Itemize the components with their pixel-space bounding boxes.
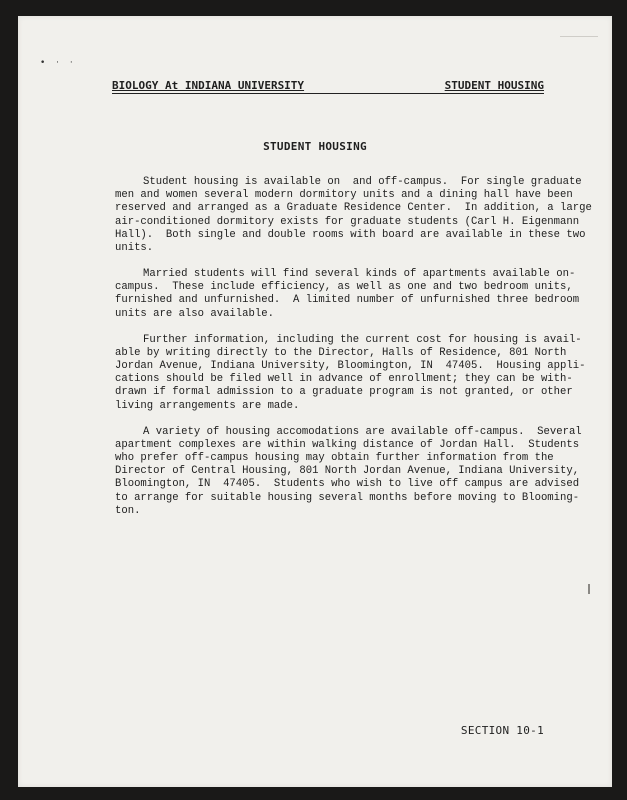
text-line: Director of Central Housing, 801 North Jordan Avenue, Indiana University, <box>115 465 580 478</box>
running-header <box>112 80 544 94</box>
margin-marks: • · · <box>40 58 77 68</box>
text-line: Further information, including the current cost for housing is avail- <box>143 333 582 346</box>
text-line: furnished and unfurnished. A limited number of unfurnished three bedroom <box>115 294 580 307</box>
text-line: able by writing directly to the Director, Halls of Residence, 801 North <box>115 346 567 359</box>
text-line: living arrangements are made. <box>115 399 300 412</box>
page-title: STUDENT HOUSING <box>263 140 367 153</box>
header-left: BIOLOGY At INDIANA UNIVERSITY <box>112 79 305 92</box>
text-line: drawn if formal admission to a graduate program is not granted, or other <box>115 386 573 399</box>
paragraph-2 <box>115 268 580 321</box>
text-line: A variety of housing accomodations are available off-campus. Several <box>143 425 582 438</box>
body-text <box>115 176 592 531</box>
text-line: Jordan Avenue, Indiana University, Bloomington, IN 47405. Housing appli- <box>115 360 586 373</box>
text-line: units are also available. <box>115 307 274 320</box>
paragraph-3 <box>115 333 586 413</box>
section-footer: SECTION 10-1 <box>460 724 544 737</box>
text-line: men and women several modern dormitory units and a dining hall have been <box>115 189 573 202</box>
text-line: apartment complexes are within walking distance of Jordan Hall. Students <box>115 438 580 451</box>
paragraph-4 <box>115 425 582 518</box>
text-line: units. <box>115 242 154 255</box>
text-line: to arrange for suitable housing several months before moving to Blooming- <box>115 491 580 504</box>
document-page <box>18 16 612 787</box>
text-line: Married students will find several kinds of apartments available on- <box>143 268 576 281</box>
side-tick-mark <box>588 584 590 594</box>
text-line: ton. <box>115 504 141 517</box>
header-right: STUDENT HOUSING <box>444 79 544 92</box>
text-line: Bloomington, IN 47405. Students who wish to live off campus are advised <box>115 478 580 491</box>
text-line: reserved and arranged as a Graduate Residence Center. In addition, a large <box>115 202 592 215</box>
text-line: air-conditioned dormitory exists for graduate students (Carl H. Eigenmann <box>115 215 580 228</box>
corner-smudge <box>560 36 598 37</box>
text-line: campus. These include efficiency, as well as one and two bedroom units, <box>115 281 573 294</box>
text-line: cations should be filed well in advance of enrollment; they can be with- <box>115 373 573 386</box>
text-line: Student housing is available on and off-campus. For single graduate <box>143 176 582 188</box>
paragraph-1 <box>115 176 592 255</box>
text-line: who prefer off-campus housing may obtain further information from the <box>115 452 554 465</box>
text-line: Hall). Both single and double rooms with board are available in these two <box>115 228 586 241</box>
